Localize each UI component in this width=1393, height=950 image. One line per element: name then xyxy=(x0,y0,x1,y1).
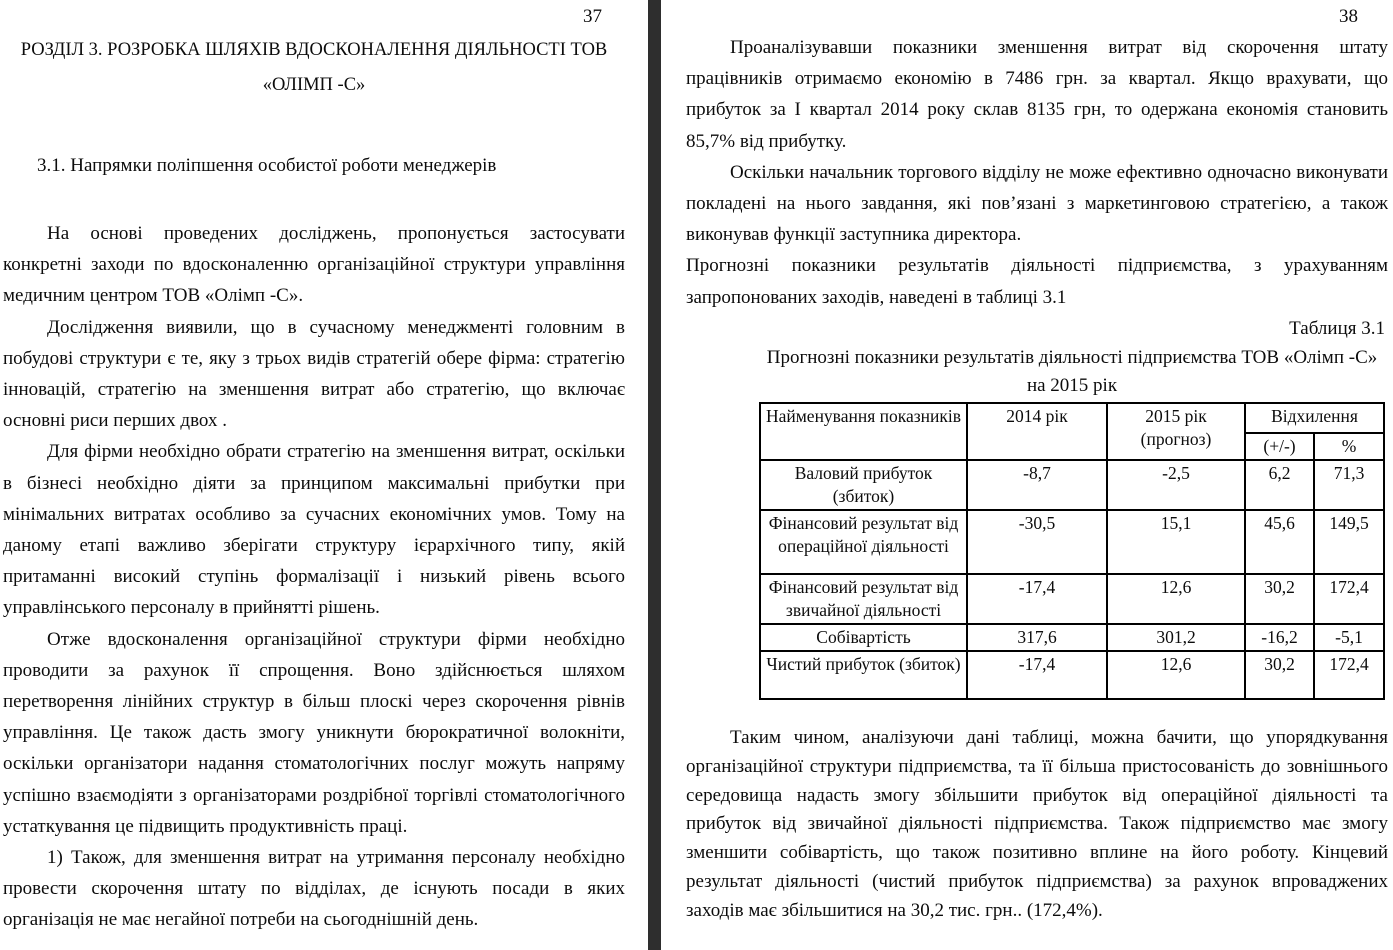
table-row xyxy=(760,651,1384,699)
forecast-table-block xyxy=(759,313,1385,700)
chapter-heading-line-1: РОЗДІЛ 3. РОЗРОБКА ШЛЯХІВ ВДОСКОНАЛЕННЯ ДІЯЛЬНОСТІ ТОВ xyxy=(20,40,608,60)
body-paragraph: Для фірми необхідно обрати стратегію на зменшення витрат, оскільки в бізнесі необхідно діяти за принципом максимальні прибутки при мінімальних витратах особливо за сучасних економічних умов. Тому на даному етапі важливо зберігати структуру ієрархічного типу, якій притаманні високий ступінь формалізації і низький рівень всього управлінського персоналу в прийнятті рішень. xyxy=(3,441,625,619)
col-header-indicators: Найменування показників xyxy=(760,403,967,460)
cell-indicator: Фінансовий результат від операційної діяльності xyxy=(760,510,967,574)
table-label: Таблиця 3.1 xyxy=(1289,317,1385,339)
cell-2014: -17,4 xyxy=(967,574,1107,624)
cell-indicator: Чистий прибуток (збиток) xyxy=(760,651,967,699)
cell-2015: 301,2 xyxy=(1107,624,1245,651)
page-37 xyxy=(0,0,648,950)
col-header-2015: 2015 рік (прогноз) xyxy=(1107,403,1245,460)
body-paragraph: Оскільки начальник торгового відділу не може ефективно одночасно виконувати покладені на нього завдання, які пов’язані з маркетинговою стратегією, а також виконував функції заступника директора. xyxy=(686,161,1388,246)
cell-2014: 317,6 xyxy=(967,624,1107,651)
body-paragraph: Таким чином, аналізуючи дані таблиці, можна бачити, що упорядкування організаційної структури підприємства, та її більша пристосованість до зовнішнього середовища надасть змогу збільшити прибуток від операційної діяльності та прибуток від звичайної діяльності підприємства. Також підприємство має змогу зменшити собівартість, що також позитивно вплине на його роботу. Кінцевий результат діяльності (чистий прибуток підприємства) за рахунок впроваджених заходів має збільшитися на 30,2 тис. грн.. (172,4%). xyxy=(686,727,1388,921)
section-heading: 3.1. Напрямки поліпшення особистої роботи менеджерів xyxy=(37,155,497,176)
table-row xyxy=(760,624,1384,651)
col-header-deviation: Відхилення xyxy=(1245,403,1384,433)
body-paragraph: Проаналізувавши показники зменшення витрат від скорочення штату працівників отримаємо економію в 7486 грн. за квартал. Якщо врахувати, що прибуток за І квартал 2014 року склав 8135 грн, то одержана економія становить 85,7% від прибутку. xyxy=(686,37,1388,152)
cell-2015: 12,6 xyxy=(1107,574,1245,624)
cell-indicator: Валовий прибуток (збиток) xyxy=(760,460,967,510)
cell-indicator: Собівартість xyxy=(760,624,967,651)
cell-2015: -2,5 xyxy=(1107,460,1245,510)
cell-dev-pct: 172,4 xyxy=(1314,574,1384,624)
cell-2015: 15,1 xyxy=(1107,510,1245,574)
cell-2014: -8,7 xyxy=(967,460,1107,510)
cell-dev-pct: 172,4 xyxy=(1314,651,1384,699)
table-title-line-2: на 2015 рік xyxy=(1026,375,1118,397)
col-header-2014: 2014 рік xyxy=(967,403,1107,460)
table-row xyxy=(760,460,1384,510)
cell-dev-pct: -5,1 xyxy=(1314,624,1384,651)
cell-dev-abs: 6,2 xyxy=(1245,460,1314,510)
body-paragraph: Дослідження виявили, що в сучасному менеджменті головним в побудові структури є те, яку з трьох видів стратегій обере фірма: стратегію інновацій, стратегію на зменшення витрат або стратегію, що включає основні риси перших двох . xyxy=(3,316,625,432)
page-38-number: 38 xyxy=(1339,6,1358,27)
table-row xyxy=(760,510,1384,574)
subheader-abs: (+/-) xyxy=(1245,433,1314,460)
cell-2014: -17,4 xyxy=(967,651,1107,699)
body-paragraph: Прогнозні показники результатів діяльності підприємства, з урахуванням запропонованих заходів, наведені в таблиці 3.1 xyxy=(686,255,1388,308)
body-paragraph: На основі проведених досліджень, пропонується застосувати конкретні заходи по вдосконаленню організаційної структури управління медичним центром ТОВ «Олімп -С». xyxy=(3,223,625,307)
cell-2014: -30,5 xyxy=(967,510,1107,574)
cell-dev-abs: 30,2 xyxy=(1245,651,1314,699)
page-37-number: 37 xyxy=(583,6,602,27)
cell-dev-abs: 45,6 xyxy=(1245,510,1314,574)
page-divider xyxy=(648,0,661,950)
cell-2015: 12,6 xyxy=(1107,651,1245,699)
page-38 xyxy=(661,0,1393,950)
table-row xyxy=(760,574,1384,624)
body-paragraph: Отже вдосконалення організаційної структури фірми необхідно проводити за рахунок її спрощення. Воно здійснюється шляхом перетворення лінійних структур в більш плоскі через скорочення рівнів управління. Це також дасть змогу уникнути бюрократичної волокніти, оскільки організатори надання стоматологічних послуг можуть напряму успішно взаємодіяти з організаторами роздрібної торгівлі стоматологічного устаткування це підвищить продуктивність праці. xyxy=(3,628,625,837)
cell-dev-abs: -16,2 xyxy=(1245,624,1314,651)
table-header-row xyxy=(760,403,1384,433)
cell-dev-pct: 149,5 xyxy=(1314,510,1384,574)
chapter-heading-line-2: «ОЛІМП -С» xyxy=(262,75,366,95)
cell-dev-abs: 30,2 xyxy=(1245,574,1314,624)
cell-dev-pct: 71,3 xyxy=(1314,460,1384,510)
table-title-line-1: Прогнозні показники результатів діяльності підприємства ТОВ «Олімп -С» xyxy=(766,347,1378,369)
forecast-table xyxy=(759,402,1385,700)
body-paragraph: 1) Також, для зменшення витрат на утримання персоналу необхідно провести скорочення штату по відділах, де існують посади в яких організація не має негайної потреби на сьогоднішній день. xyxy=(3,847,625,931)
cell-indicator: Фінансовий результат від звичайної діяльності xyxy=(760,574,967,624)
subheader-pct: % xyxy=(1314,433,1384,460)
